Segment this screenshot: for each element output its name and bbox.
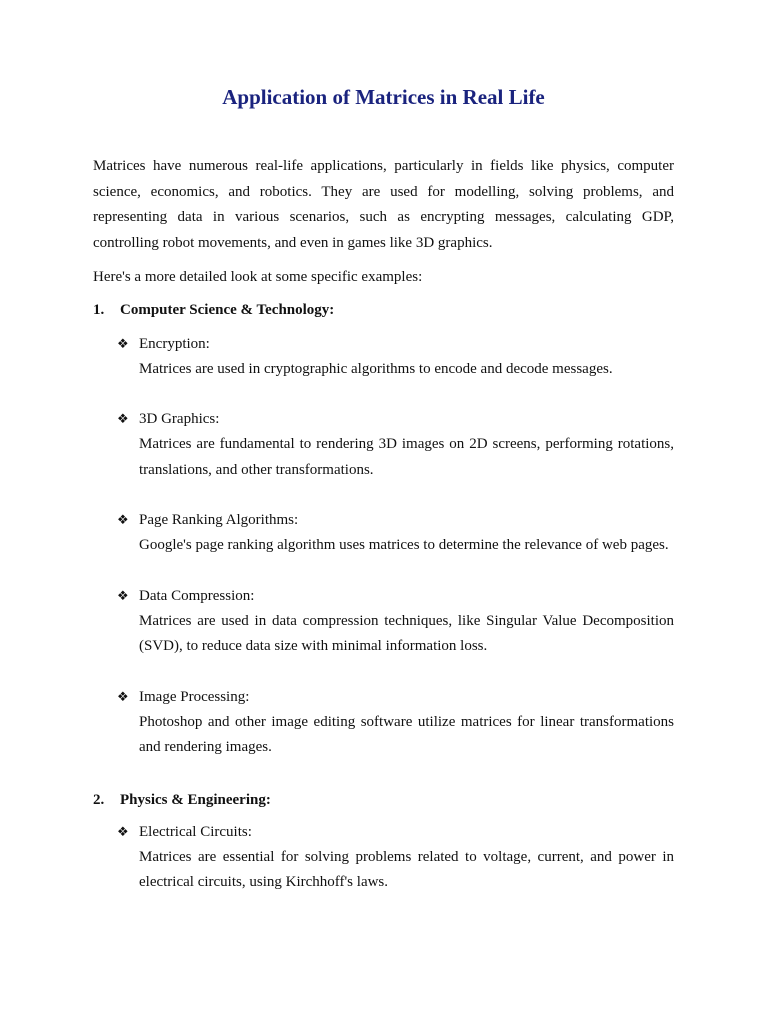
list-item (93, 686, 674, 761)
item-name: Encryption: (139, 335, 210, 352)
item-description: Matrices are used in cryptographic algorithms to encode and decode messages. (139, 360, 613, 377)
section-title: Physics & Engineering: (120, 791, 271, 808)
list-item (93, 509, 674, 559)
diamond-bullet-icon: ❖ (117, 512, 129, 527)
lead-paragraph: Here's a more detailed look at some specific examples: (93, 269, 423, 285)
item-description: Matrices are used in data compression techniques, like Singular Value Decomposition (SVD), to reduce data size with minimal information loss. (139, 612, 674, 654)
item-description: Matrices are fundamental to rendering 3D images on 2D screens, performing rotations, translations, and other transformations. (139, 436, 674, 478)
diamond-bullet-icon: ❖ (117, 411, 129, 426)
intro-paragraph: Matrices have numerous real-life applications, particularly in fields like physics, computer science, economics, and robotics. They are used for modelling, solving problems, and representing data in various scenarios, such as encrypting messages, calculating GDP, controlling robot movements, and even in games like 3D graphics. (93, 158, 674, 251)
list-item (93, 408, 674, 483)
item-name: Data Compression: (139, 587, 255, 604)
list-item (93, 585, 674, 660)
item-name: Electrical Circuits: (139, 823, 252, 840)
item-name: 3D Graphics: (139, 411, 220, 427)
section-heading (93, 299, 674, 321)
item-name: Page Ranking Algorithms: (139, 512, 299, 528)
page-title: Application of Matrices in Real Life (222, 85, 545, 109)
section-title: Computer Science & Technology: (120, 301, 335, 318)
list-item (93, 821, 674, 896)
diamond-bullet-icon: ❖ (117, 823, 129, 839)
item-name: Image Processing: (139, 688, 250, 705)
diamond-bullet-icon: ❖ (117, 688, 129, 704)
item-description: Google's page ranking algorithm uses matrices to determine the relevance of web pages. (139, 537, 669, 553)
section-number: 2. (93, 791, 105, 808)
document-page (93, 82, 674, 922)
diamond-bullet-icon: ❖ (117, 587, 129, 603)
item-description: Photoshop and other image editing software utilize matrices for linear transformations and rendering images. (139, 713, 674, 755)
section-number: 1. (93, 301, 105, 318)
list-item (93, 333, 674, 383)
diamond-bullet-icon: ❖ (117, 335, 129, 351)
item-description: Matrices are essential for solving problems related to voltage, current, and power in electrical circuits, using Kirchhoff's laws. (139, 848, 674, 890)
section-heading (93, 789, 674, 811)
